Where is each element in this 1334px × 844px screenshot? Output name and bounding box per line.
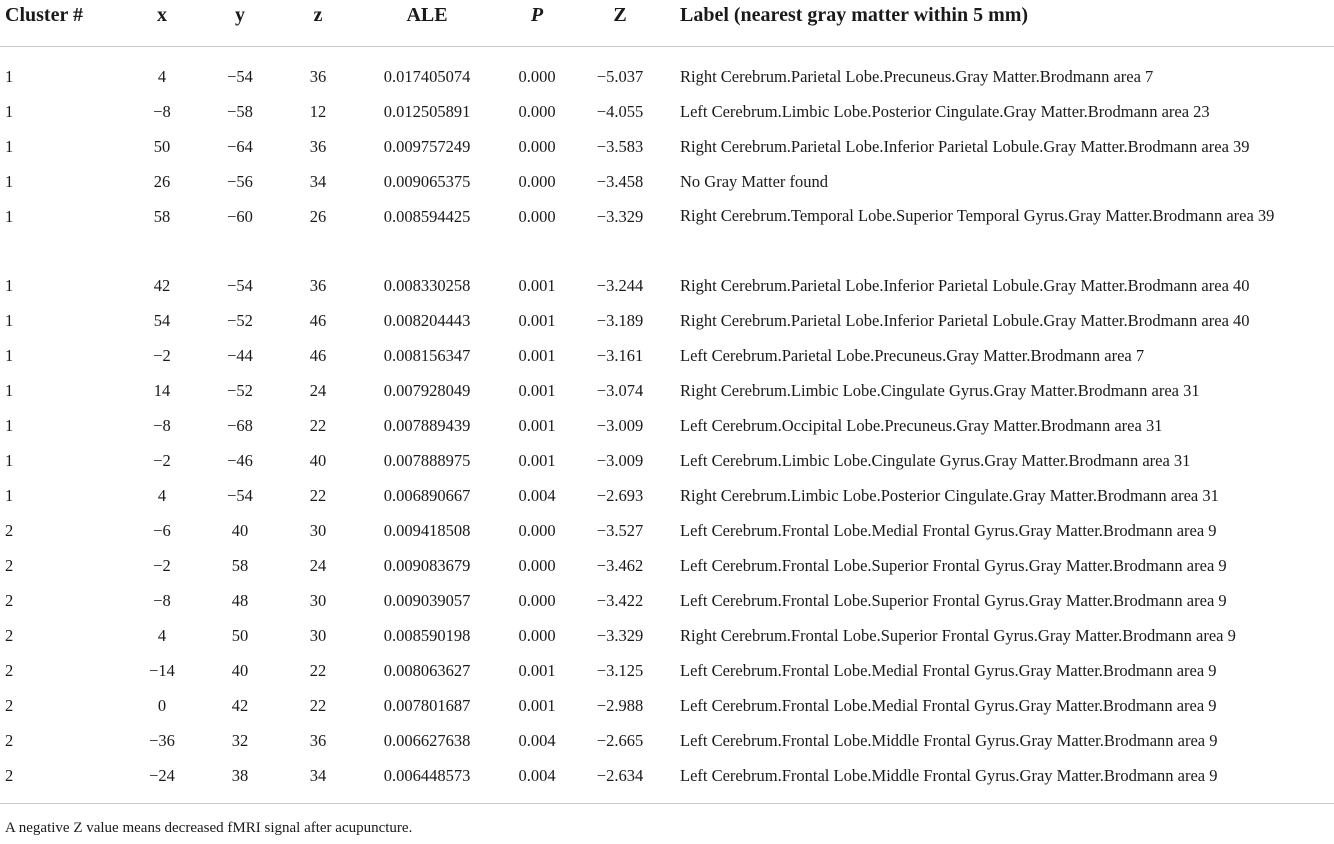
cell-zscore: −3.329 — [596, 207, 644, 226]
header-y: y — [201, 0, 279, 47]
header-p: P — [497, 0, 577, 47]
cell-z: 46 — [309, 311, 327, 330]
cell-z: 22 — [309, 486, 327, 505]
cell-zscore: −3.074 — [596, 381, 644, 400]
cell-label: Right Cerebrum.Parietal Lobe.Inferior Parietal Lobule.Gray Matter.Brodmann area 39 — [680, 137, 1250, 156]
cell-y: −52 — [227, 311, 253, 330]
table-row — [0, 583, 1334, 618]
cell-cluster: 1 — [5, 416, 14, 435]
cell-y: 58 — [231, 556, 249, 575]
cell-ale: 0.008590198 — [383, 626, 471, 645]
table-header — [0, 0, 1334, 47]
cell-ale: 0.012505891 — [383, 102, 471, 121]
cell-p: 0.001 — [518, 696, 556, 715]
table-row — [0, 408, 1334, 443]
cell-p: 0.001 — [518, 346, 556, 365]
cell-cluster: 1 — [5, 276, 14, 295]
cell-label: Right Cerebrum.Frontal Lobe.Superior Frontal Gyrus.Gray Matter.Brodmann area 9 — [680, 626, 1236, 645]
cell-p: 0.000 — [518, 137, 556, 156]
cell-cluster: 1 — [5, 137, 14, 156]
cell-ale: 0.007889439 — [383, 416, 471, 435]
cell-ale: 0.007801687 — [383, 696, 471, 715]
cell-cluster: 2 — [5, 626, 14, 645]
cell-x: 4 — [157, 67, 167, 86]
cell-label: Left Cerebrum.Frontal Lobe.Superior Frontal Gyrus.Gray Matter.Brodmann area 9 — [680, 591, 1227, 610]
cell-label: Right Cerebrum.Parietal Lobe.Inferior Parietal Lobule.Gray Matter.Brodmann area 40 — [680, 276, 1250, 295]
cell-cluster: 1 — [5, 102, 14, 121]
cell-ale: 0.008156347 — [383, 346, 471, 365]
cell-zscore: −3.161 — [596, 346, 644, 365]
cell-z: 40 — [309, 451, 327, 470]
cell-label: Right Cerebrum.Limbic Lobe.Cingulate Gyrus.Gray Matter.Brodmann area 31 — [680, 381, 1200, 400]
table-row — [0, 199, 1334, 268]
cell-y: 40 — [231, 521, 249, 540]
cell-label: Right Cerebrum.Temporal Lobe.Superior Temporal Gyrus.Gray Matter.Brodmann area 39 — [680, 206, 1275, 225]
cell-y: 32 — [231, 731, 249, 750]
cell-cluster: 1 — [5, 207, 14, 226]
cell-x: −8 — [153, 102, 171, 121]
table-row — [0, 723, 1334, 758]
cell-label: Left Cerebrum.Limbic Lobe.Cingulate Gyrus.Gray Matter.Brodmann area 31 — [680, 451, 1191, 470]
table-row — [0, 478, 1334, 513]
cell-x: −2 — [153, 346, 171, 365]
cell-y: 42 — [231, 696, 249, 715]
cell-cluster: 1 — [5, 172, 14, 191]
table-row — [0, 47, 1334, 95]
cell-z: 36 — [309, 731, 327, 750]
cell-label: Right Cerebrum.Parietal Lobe.Precuneus.Gray Matter.Brodmann area 7 — [680, 67, 1154, 86]
header-z: z — [279, 0, 357, 47]
cell-ale: 0.008204443 — [383, 311, 471, 330]
cell-z: 46 — [309, 346, 327, 365]
cell-ale: 0.009065375 — [383, 172, 471, 191]
cell-zscore: −3.458 — [596, 172, 644, 191]
cell-y: −44 — [227, 346, 253, 365]
cell-ale: 0.008594425 — [383, 207, 471, 226]
cell-z: 34 — [309, 172, 327, 191]
cell-label: Left Cerebrum.Frontal Lobe.Medial Frontal Gyrus.Gray Matter.Brodmann area 9 — [680, 661, 1217, 680]
cell-zscore: −2.693 — [596, 486, 644, 505]
cell-x: 14 — [153, 381, 171, 400]
cell-p: 0.000 — [518, 556, 556, 575]
cell-y: 48 — [231, 591, 249, 610]
table-row — [0, 513, 1334, 548]
cell-ale: 0.017405074 — [383, 67, 471, 86]
cell-y: −54 — [227, 276, 253, 295]
cell-zscore: −3.583 — [596, 137, 644, 156]
cell-z: 34 — [279, 758, 357, 804]
cell-zscore: −3.009 — [596, 416, 644, 435]
cell-y: −54 — [227, 486, 253, 505]
cell-cluster: 2 — [5, 521, 14, 540]
cell-z: 24 — [309, 556, 327, 575]
cell-zscore: −3.329 — [596, 626, 644, 645]
cell-p: 0.001 — [518, 451, 556, 470]
cell-ale: 0.009418508 — [383, 521, 471, 540]
cell-cluster: 1 — [5, 451, 14, 470]
cell-z: 30 — [309, 626, 327, 645]
cell-y: −68 — [227, 416, 253, 435]
cell-label: Left Cerebrum.Frontal Lobe.Superior Frontal Gyrus.Gray Matter.Brodmann area 9 — [680, 556, 1227, 575]
cell-z: 36 — [309, 137, 327, 156]
cell-x: 4 — [157, 486, 167, 505]
cell-p: 0.000 — [518, 521, 556, 540]
table-row — [0, 443, 1334, 478]
cell-z: 26 — [309, 207, 327, 226]
cell-y: −64 — [227, 137, 253, 156]
cell-x: −8 — [153, 416, 171, 435]
header-zscore: Z — [577, 0, 663, 47]
cell-y: −56 — [227, 172, 253, 191]
header-label: Label (nearest gray matter within 5 mm) — [663, 0, 1334, 47]
table-row — [0, 373, 1334, 408]
cell-x: −14 — [149, 661, 175, 680]
cell-label: No Gray Matter found — [680, 172, 829, 191]
cell-label: Right Cerebrum.Limbic Lobe.Posterior Cingulate.Gray Matter.Brodmann area 31 — [680, 486, 1219, 505]
cell-zscore: −3.462 — [596, 556, 644, 575]
cell-p: 0.000 — [518, 207, 556, 226]
table-body — [0, 47, 1334, 804]
cell-z: 36 — [309, 276, 327, 295]
table-row — [0, 129, 1334, 164]
cell-ale: 0.009083679 — [383, 556, 471, 575]
cell-zscore: −3.422 — [596, 591, 644, 610]
cell-x: −36 — [149, 731, 175, 750]
cell-label: Left Cerebrum.Frontal Lobe.Medial Frontal Gyrus.Gray Matter.Brodmann area 9 — [680, 696, 1217, 715]
header-ale: ALE — [357, 0, 497, 47]
cell-cluster: 2 — [5, 661, 14, 680]
cell-x: 42 — [153, 276, 171, 295]
cell-x: −8 — [153, 591, 171, 610]
header-row — [0, 0, 1334, 47]
cell-p: 0.004 — [518, 731, 556, 750]
cell-x: −2 — [153, 451, 171, 470]
cell-zscore: −3.244 — [596, 276, 644, 295]
cell-ale: 0.007928049 — [383, 381, 471, 400]
cell-zscore: −4.055 — [596, 102, 644, 121]
table-row — [0, 338, 1334, 373]
cell-ale: 0.009039057 — [383, 591, 471, 610]
cell-y: 50 — [231, 626, 249, 645]
cell-cluster: 2 — [5, 591, 14, 610]
cell-y: 40 — [231, 661, 249, 680]
cell-y: −54 — [227, 67, 253, 86]
cell-ale: 0.008330258 — [383, 276, 471, 295]
table-row — [0, 653, 1334, 688]
cell-ale: 0.006627638 — [383, 731, 471, 750]
cell-zscore: −5.037 — [596, 67, 644, 86]
table-row — [0, 758, 1334, 804]
table-row — [0, 164, 1334, 199]
cell-x: 58 — [153, 207, 171, 226]
cell-label: Left Cerebrum.Limbic Lobe.Posterior Cingulate.Gray Matter.Brodmann area 23 — [680, 102, 1210, 121]
cell-cluster: 2 — [5, 696, 14, 715]
cell-z: 12 — [309, 102, 327, 121]
cell-p: 0.004 — [518, 486, 556, 505]
cell-z: 22 — [309, 696, 327, 715]
cell-cluster: 1 — [5, 381, 14, 400]
cell-y: −46 — [227, 451, 253, 470]
cell-x: −24 — [123, 758, 201, 804]
cell-p: 0.000 — [518, 67, 556, 86]
cell-zscore: −3.125 — [596, 661, 644, 680]
cell-p: 0.000 — [518, 172, 556, 191]
cell-label: Right Cerebrum.Parietal Lobe.Inferior Parietal Lobule.Gray Matter.Brodmann area 40 — [680, 311, 1250, 330]
cell-p: 0.004 — [497, 758, 577, 804]
table-footnote: A negative Z value means decreased fMRI signal after acupuncture. — [5, 820, 413, 836]
cell-zscore: −3.189 — [596, 311, 644, 330]
cell-ale: 0.006448573 — [357, 758, 497, 804]
header-cluster: Cluster # — [0, 0, 123, 47]
cell-label: Left Cerebrum.Parietal Lobe.Precuneus.Gray Matter.Brodmann area 7 — [680, 346, 1145, 365]
cell-label: Left Cerebrum.Frontal Lobe.Middle Frontal Gyrus.Gray Matter.Brodmann area 9 — [663, 758, 1334, 804]
cell-p: 0.000 — [518, 102, 556, 121]
cell-x: 50 — [153, 137, 171, 156]
cell-label: Left Cerebrum.Frontal Lobe.Medial Frontal Gyrus.Gray Matter.Brodmann area 9 — [680, 521, 1217, 540]
cell-ale: 0.009757249 — [383, 137, 471, 156]
cell-x: 26 — [153, 172, 171, 191]
cell-label: Left Cerebrum.Frontal Lobe.Middle Frontal Gyrus.Gray Matter.Brodmann area 9 — [680, 731, 1218, 750]
cell-p: 0.001 — [518, 416, 556, 435]
cell-ale: 0.008063627 — [383, 661, 471, 680]
cell-ale: 0.007888975 — [383, 451, 471, 470]
cell-cluster: 1 — [5, 67, 14, 86]
cell-cluster: 1 — [5, 311, 14, 330]
table-row — [0, 94, 1334, 129]
cell-zscore: −2.988 — [596, 696, 644, 715]
cell-x: 4 — [157, 626, 167, 645]
table-row — [0, 618, 1334, 653]
cell-p: 0.001 — [518, 381, 556, 400]
table-row — [0, 268, 1334, 303]
cell-ale: 0.006890667 — [383, 486, 471, 505]
cell-zscore: −2.634 — [577, 758, 663, 804]
cell-y: −60 — [227, 207, 253, 226]
cell-label: Left Cerebrum.Occipital Lobe.Precuneus.Gray Matter.Brodmann area 31 — [680, 416, 1163, 435]
cell-cluster: 2 — [5, 556, 14, 575]
cell-zscore: −3.527 — [596, 521, 644, 540]
cell-p: 0.000 — [518, 591, 556, 610]
cell-z: 36 — [309, 67, 327, 86]
table-row — [0, 303, 1334, 338]
cell-x: −6 — [153, 521, 171, 540]
cell-z: 22 — [309, 416, 327, 435]
cell-zscore: −3.009 — [596, 451, 644, 470]
cell-cluster: 2 — [0, 758, 123, 804]
table-row — [0, 548, 1334, 583]
cell-p: 0.001 — [518, 311, 556, 330]
cell-p: 0.001 — [518, 276, 556, 295]
cell-p: 0.000 — [518, 626, 556, 645]
cell-z: 24 — [309, 381, 327, 400]
cell-zscore: −2.665 — [596, 731, 644, 750]
cell-p: 0.001 — [518, 661, 556, 680]
cell-x: 0 — [157, 696, 167, 715]
cell-z: 22 — [309, 661, 327, 680]
cell-z: 30 — [309, 591, 327, 610]
table-row — [0, 688, 1334, 723]
cell-x: −2 — [153, 556, 171, 575]
cell-cluster: 2 — [5, 731, 14, 750]
cell-cluster: 1 — [5, 346, 14, 365]
cell-y: −52 — [227, 381, 253, 400]
cell-cluster: 1 — [5, 486, 14, 505]
header-x: x — [123, 0, 201, 47]
cell-y: 38 — [201, 758, 279, 804]
cell-z: 30 — [309, 521, 327, 540]
cell-y: −58 — [227, 102, 253, 121]
cell-x: 54 — [153, 311, 171, 330]
